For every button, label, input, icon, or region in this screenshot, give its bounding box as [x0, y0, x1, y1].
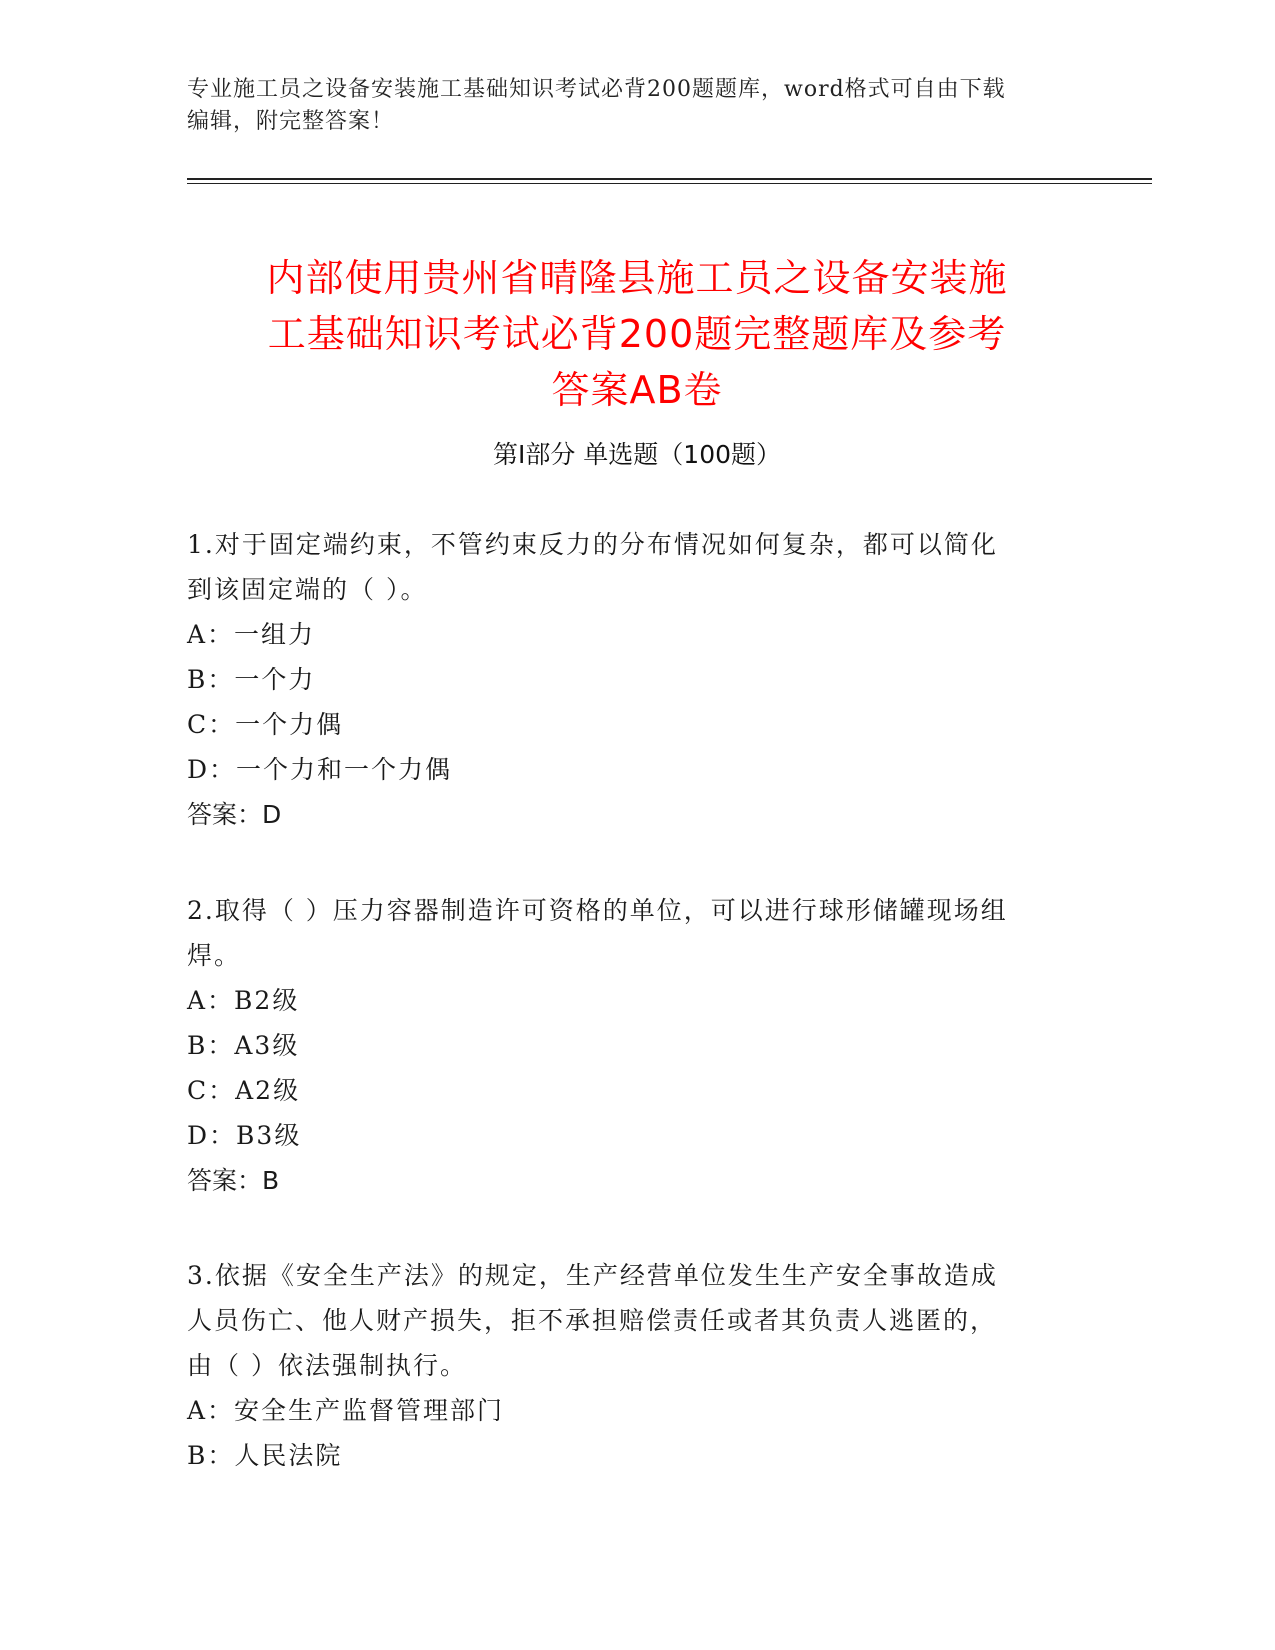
- question-stem-line: 到该固定端的（ ）。: [187, 575, 428, 604]
- question-stem-line: 2.取得（ ）压力容器制造许可资格的单位，可以进行球形储罐现场组: [187, 896, 1008, 925]
- question-2: [187, 888, 1087, 1203]
- answer: 答案：D: [187, 800, 282, 829]
- option-a: A：B2级: [187, 986, 300, 1015]
- title-line-3: 答案AB卷: [551, 368, 723, 413]
- option-b: B：一个力: [187, 665, 316, 694]
- title-line-2: 工基础知识考试必背200题完整题库及参考: [267, 312, 1007, 357]
- option-b: B：A3级: [187, 1031, 300, 1060]
- question-stem-line: 3.依据《安全生产法》的规定，生产经营单位发生生产安全事故造成: [187, 1261, 998, 1290]
- answer: 答案：B: [187, 1166, 280, 1195]
- option-b: B：人民法院: [187, 1441, 343, 1470]
- title-line-1: 内部使用贵州省晴隆县施工员之设备安装施: [266, 256, 1008, 301]
- option-a: A：一组力: [187, 620, 316, 649]
- option-d: D：B3级: [187, 1121, 302, 1150]
- header-rule-thin: [187, 183, 1152, 184]
- option-a: A：安全生产监督管理部门: [187, 1396, 505, 1425]
- header-note: [187, 74, 1087, 138]
- question-stem-line: 人员伤亡、他人财产损失，拒不承担赔偿责任或者其负责人逃匿的，: [187, 1306, 998, 1335]
- question-stem-line: 由（ ）依法强制执行。: [187, 1351, 467, 1380]
- option-c: C：A2级: [187, 1076, 301, 1105]
- question-3: [187, 1253, 1087, 1478]
- question-stem-line: 1.对于固定端约束，不管约束反力的分布情况如何复杂，都可以简化: [187, 530, 998, 559]
- header-note-line-1: 专业施工员之设备安装施工基础知识考试必背200题题库，word格式可自由下载: [187, 77, 1006, 102]
- header-rule-thick: [187, 178, 1152, 180]
- question-stem-line: 焊。: [187, 941, 242, 970]
- option-c: C：一个力偶: [187, 710, 344, 739]
- option-d: D：一个力和一个力偶: [187, 755, 453, 784]
- question-1: [187, 522, 1087, 837]
- section-title: 第Ⅰ部分 单选题（100题）: [492, 440, 782, 469]
- header-note-line-2: 编辑，附完整答案！: [187, 109, 395, 134]
- document-title: [187, 250, 1087, 418]
